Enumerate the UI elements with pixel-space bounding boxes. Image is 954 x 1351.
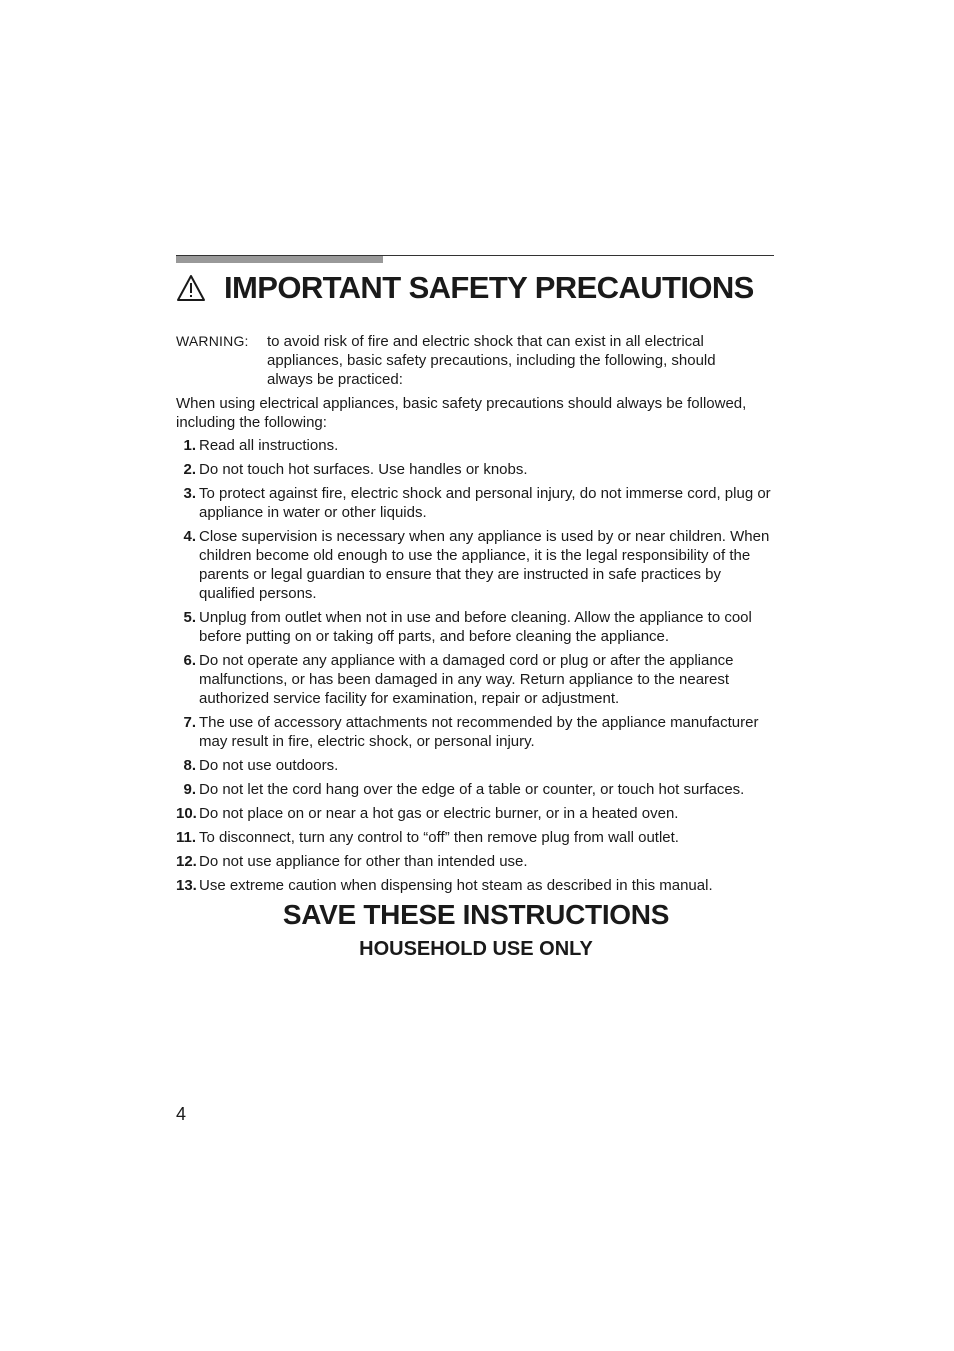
list-item-number: 10. [176, 805, 197, 822]
list-item-number: 11. [176, 829, 197, 846]
warning-label: WARNING: [176, 333, 249, 349]
list-item-number: 5. [183, 609, 196, 626]
list-item-text: To protect against fire, electric shock and personal injury, do not immerse cord, plug or appliance in water or other liquids. [199, 485, 771, 521]
household-use-heading: HOUSEHOLD USE ONLY [359, 938, 593, 960]
list-item-text: Close supervision is necessary when any appliance is used by or near children. When children become old enough to use the appliance, it is the legal responsibility of the parents or legal guardian to ensure that they are instructed in safe practices by qualified persons. [199, 528, 770, 602]
warning-text: to avoid risk of fire and electric shock that can exist in all electrical appliances, basic safety precautions, including the following, should always be practiced: [267, 333, 716, 388]
list-item [176, 436, 776, 455]
list-item-text: Unplug from outlet when not in use and before cleaning. Allow the appliance to cool before putting on or taking off parts, and before cleaning the appliance. [199, 609, 752, 645]
list-item-text: Use extreme caution when dispensing hot steam as described in this manual. [199, 877, 713, 894]
header-accent-bar [176, 256, 383, 263]
list-item [176, 780, 776, 799]
list-item-number: 9. [183, 781, 196, 798]
save-instructions-heading: SAVE THESE INSTRUCTIONS [282, 899, 670, 930]
warning-triangle-icon [176, 274, 206, 302]
list-item [176, 828, 776, 847]
list-item [176, 852, 776, 871]
list-item-text: Do not let the cord hang over the edge of a table or counter, or touch hot surfaces. [199, 781, 745, 798]
list-item-number: 2. [183, 461, 196, 478]
list-item [176, 608, 776, 646]
list-item [176, 460, 776, 479]
page-title [176, 268, 786, 308]
list-item-text: Do not operate any appliance with a damaged cord or plug or after the appliance malfunctions, or has been damaged in any way. Return appliance to the nearest authorized service facility for examination, repair or adjustment. [199, 652, 734, 707]
list-item-number: 13. [176, 877, 197, 894]
list-item [176, 484, 776, 522]
list-item-number: 6. [183, 652, 196, 669]
list-item [176, 527, 776, 603]
list-item-number: 3. [183, 485, 196, 502]
list-item-text: The use of accessory attachments not recommended by the appliance manufacturer may result in fire, electric shock, or personal injury. [199, 714, 759, 750]
list-item-text: Read all instructions. [199, 437, 339, 454]
list-item [176, 876, 776, 895]
list-item [176, 804, 776, 823]
list-item-number: 8. [183, 757, 196, 774]
intro-paragraph: When using electrical appliances, basic safety precautions should always be followed, including the following: [176, 395, 747, 431]
page-title-text: IMPORTANT SAFETY PRECAUTIONS [224, 270, 754, 305]
list-item-number: 12. [176, 853, 197, 870]
list-item-number: 4. [183, 528, 196, 545]
list-item [176, 756, 776, 775]
list-item-text: Do not use appliance for other than intended use. [199, 853, 528, 870]
list-item-number: 1. [183, 437, 196, 454]
list-item-text: Do not place on or near a hot gas or electric burner, or in a heated oven. [199, 805, 679, 822]
list-item-text: Do not touch hot surfaces. Use handles or knobs. [199, 461, 528, 478]
list-item [176, 651, 776, 708]
list-item-text: To disconnect, turn any control to “off” then remove plug from wall outlet. [199, 829, 679, 846]
list-item-number: 7. [183, 714, 196, 731]
page-number: 4 [176, 1104, 187, 1124]
list-item-text: Do not use outdoors. [199, 757, 339, 774]
list-item [176, 713, 776, 751]
precautions-list [176, 436, 776, 900]
